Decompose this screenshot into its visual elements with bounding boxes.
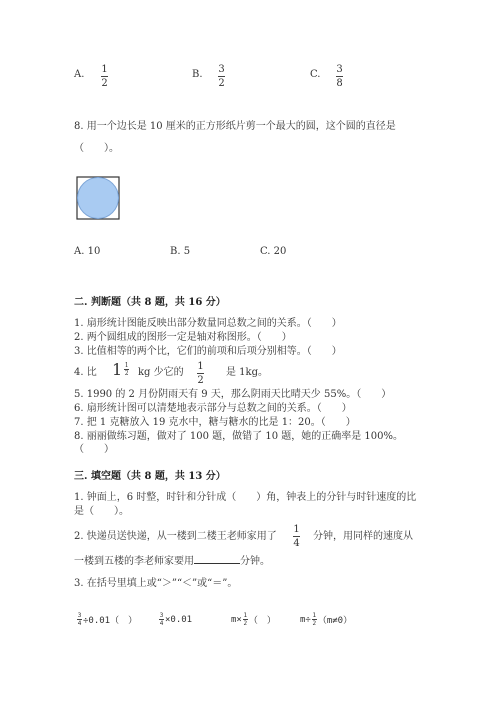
judge-item-4-fraction: 1 2: [197, 361, 204, 386]
question-8-text: 8. 用一个边长是 10 厘米的正方形纸片剪一个最大的圆，这个圆的直径是: [74, 121, 396, 132]
option-c-fraction: 3 8: [336, 64, 343, 89]
option-c-label: C.: [310, 69, 321, 80]
judge-item-1: 1. 扇形统计图能反映出部分数量同总数之间的关系。（ ）: [74, 318, 342, 329]
option-b-label: B.: [192, 69, 203, 80]
judge-item-4-mixed-number: 1 1 2: [112, 360, 129, 379]
question-8-option-c: C. 20: [260, 246, 287, 257]
compare-expression-2: 3 4 ×0.01: [159, 612, 193, 627]
fill-q1-line2: 是（ ）。: [74, 506, 129, 517]
compare-expression-4: m÷ 1 2 （m≠0）: [300, 612, 353, 627]
fill-q1-line1: 1. 钟面上，6 时整，时针和分针成（ ）角，钟表上的分针与时针速度的比: [74, 492, 417, 503]
judge-item-4-suffix: 是 1kg。: [226, 367, 269, 378]
fill-q2-line2: 一楼到五楼的李老师家要用 分钟。: [74, 553, 270, 569]
judge-item-8-blank: （ ）: [74, 444, 114, 455]
option-a-fraction: 1 2: [101, 64, 108, 89]
section-2-title: 二. 判断题（共 8 题，共 16 分）: [74, 297, 226, 308]
fill-q2-fraction: 1 4: [293, 524, 300, 549]
fill-q2-line1-b: 分钟，用同样的速度从: [313, 531, 413, 542]
question-8-option-a: A. 10: [74, 246, 101, 257]
answer-blank[interactable]: [194, 553, 240, 564]
option-a-label: A.: [74, 69, 85, 80]
judge-item-7: 7. 把 1 克糖放入 19 克水中，糖与糖水的比是 1：20。（ ）: [74, 417, 356, 428]
option-b-fraction: 3 2: [218, 64, 225, 89]
circle-shape: [78, 178, 119, 219]
judge-item-8: 8. 丽丽做练习题，做对了 100 题，做错了 10 题，她的正确率是 100%。: [74, 431, 404, 442]
judge-item-2: 2. 两个圆组成的图形一定是轴对称图形。（ ）: [74, 332, 292, 343]
judge-item-6: 6. 扇形统计图可以清楚地表示部分与总数之间的关系。（ ）: [74, 403, 352, 414]
fill-q2-line1-a: 2. 快递员送快递，从一楼到二楼王老师家用了: [74, 531, 277, 542]
compare-expression-1: 3 4 ÷0.01（ ）: [77, 612, 138, 627]
judge-item-5: 5. 1990 的 2 月份阴雨天有 9 天，那么阴雨天比晴天少 55%。（ ）: [74, 389, 392, 400]
question-8-blank: （ ）。: [74, 143, 119, 154]
judge-item-4-prefix: 4. 比: [74, 367, 97, 378]
square-with-circle-figure: [76, 176, 120, 220]
fill-q3-text: 3. 在括号里填上或“＞”“＜”或“＝”。: [74, 578, 238, 589]
judge-item-4-middle: kg 少它的: [138, 367, 184, 378]
section-3-title: 三. 填空题（共 8 题，共 13 分）: [74, 471, 226, 482]
compare-expression-3: m× 1 2 （ ）: [231, 612, 276, 627]
judge-item-3: 3. 比值相等的两个比，它们的前项和后项分别相等。（ ）: [74, 346, 342, 357]
question-8-option-b: B. 5: [170, 246, 191, 257]
